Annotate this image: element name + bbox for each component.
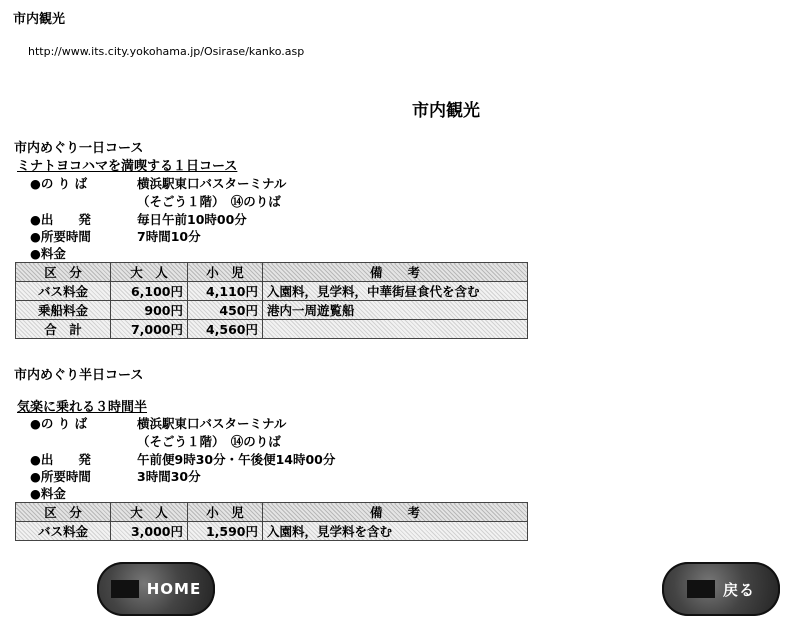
page-title: 市内観光: [412, 101, 480, 121]
table-row: [16, 320, 528, 339]
table-header-cell: 大 人: [111, 503, 188, 522]
course2-fee-table: [15, 502, 528, 541]
table-header-cell: 小 児: [188, 263, 263, 282]
course2-subtitle: 気楽に乗れる３時間半: [17, 400, 148, 415]
table-cell: 6,100円: [111, 282, 188, 301]
course2-fee-label: ●料金: [30, 486, 66, 501]
table-header-cell: 小 児: [188, 503, 263, 522]
table-header-cell: 備 考: [263, 263, 528, 282]
course2-duration-label: ●所要時間: [30, 469, 91, 484]
back-button-label: 戻る: [722, 580, 755, 599]
page-url: http://www.its.city.yokohama.jp/Osirase/kanko.asp: [28, 45, 305, 58]
table-cell: 合 計: [16, 320, 111, 339]
table-header-row: [16, 263, 528, 282]
table-cell: 港内一周遊覧船: [263, 301, 528, 320]
table-header-cell: 区 分: [16, 263, 111, 282]
course1-boarding-label: ●の り ば: [30, 176, 88, 191]
course1-boarding-value: 横浜駅東口バスターミナル: [137, 176, 287, 191]
course1-fee-table: [15, 262, 528, 339]
page-header: 市内観光: [13, 12, 66, 27]
course1-depart-label: ●出 発: [30, 212, 91, 227]
course1-depart-value: 毎日午前10時00分: [137, 212, 247, 227]
course1-subtitle: ミナトヨコハマを満喫する１日コース: [17, 159, 238, 174]
course2-depart-label: ●出 発: [30, 452, 91, 467]
table-cell: 1,590円: [188, 522, 263, 541]
table-cell: 入園料，見学料を含む: [263, 522, 528, 541]
button-dark-square-icon: [687, 580, 715, 598]
table-row: [16, 522, 528, 541]
button-dark-square-icon: [111, 580, 139, 598]
table-cell: 入園料，見学料，中華街昼食代を含む: [263, 282, 528, 301]
table-cell: [263, 320, 528, 339]
table-header-cell: 備 考: [263, 503, 528, 522]
table-cell: バス料金: [16, 522, 111, 541]
table-header-cell: 大 人: [111, 263, 188, 282]
course1-duration-label: ●所要時間: [30, 229, 91, 244]
course1-fee-label: ●料金: [30, 246, 66, 261]
table-header-cell: 区 分: [16, 503, 111, 522]
course2-duration-value: 3時間30分: [137, 469, 201, 484]
course2-boarding-label: ●の り ば: [30, 416, 88, 431]
home-button-label: HOME: [146, 580, 202, 598]
course2-heading: 市内めぐり半日コース: [14, 368, 144, 383]
back-button[interactable]: [662, 562, 780, 616]
table-cell: 7,000円: [111, 320, 188, 339]
home-button[interactable]: [97, 562, 215, 616]
table-cell: 4,560円: [188, 320, 263, 339]
table-row: [16, 301, 528, 320]
table-cell: 4,110円: [188, 282, 263, 301]
course1-boarding-value2: （そごう１階） ⑭のりば: [137, 194, 281, 209]
table-cell: バス料金: [16, 282, 111, 301]
course2-depart-value: 午前便9時30分・午後便14時00分: [137, 452, 336, 467]
table-row: [16, 282, 528, 301]
course1-heading: 市内めぐり一日コース: [14, 141, 144, 156]
course1-duration-value: 7時間10分: [137, 229, 201, 244]
table-cell: 450円: [188, 301, 263, 320]
table-cell: 乗船料金: [16, 301, 111, 320]
table-cell: 3,000円: [111, 522, 188, 541]
course2-boarding-value: 横浜駅東口バスターミナル: [137, 416, 287, 431]
table-cell: 900円: [111, 301, 188, 320]
course2-boarding-value2: （そごう１階） ⑭のりば: [137, 434, 281, 449]
table-header-row: [16, 503, 528, 522]
